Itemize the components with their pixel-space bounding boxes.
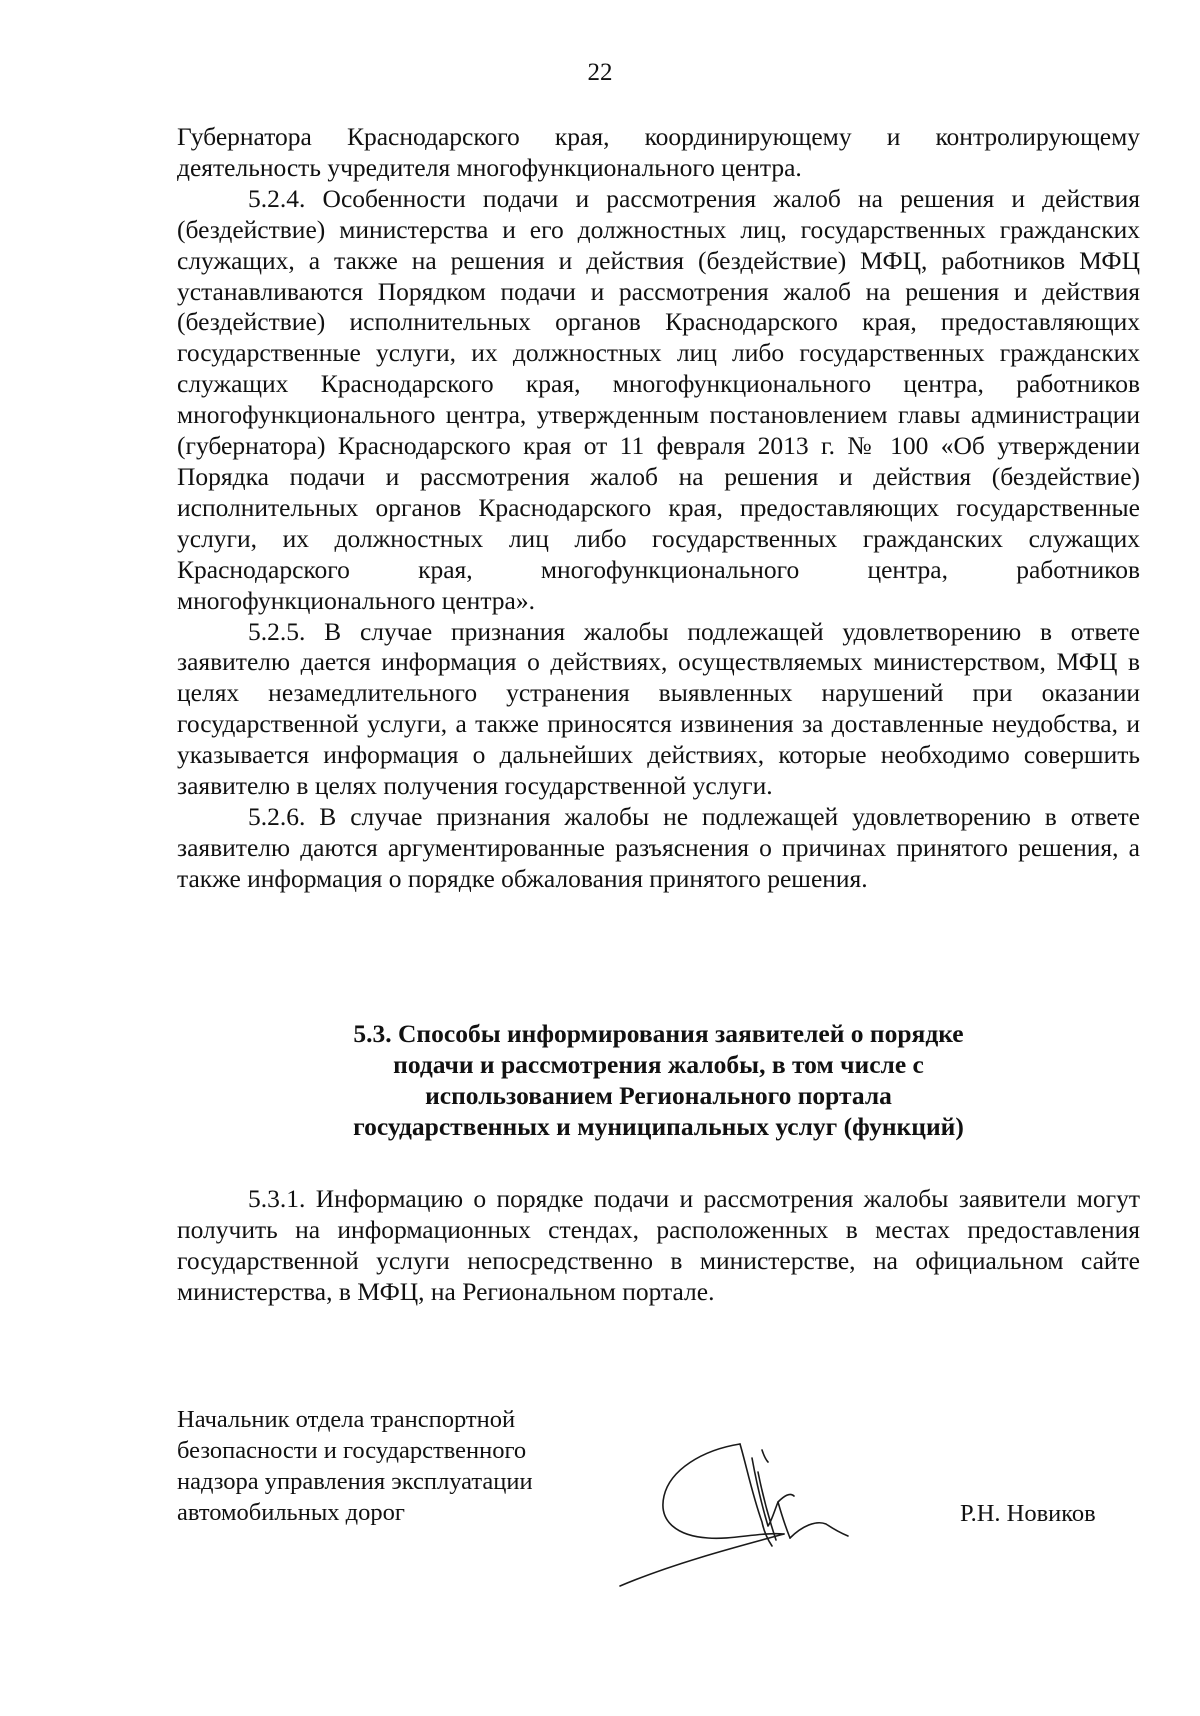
page-number: 22: [587, 59, 613, 86]
signer-position-line: Начальник отдела транспортной: [177, 1406, 516, 1433]
section-heading-5-3: [177, 1018, 1140, 1142]
heading-line: государственных и муниципальных услуг (функций): [353, 1112, 964, 1141]
paragraph-5-2-6: 5.2.6. В случае признания жалобы не подлежащей удовлетворению в ответе заявителю даются аргументированные разъяснения о причинах принятого решения, а также информация о порядке обжалования принятого решения.: [177, 801, 1140, 893]
paragraph-5-3-1: 5.3.1. Информацию о порядке подачи и рассмотрения жалобы заявители могут получить на информационных стендах, расположенных в местах предоставления государственной услуги непосредственно в министерстве, на официальном сайте министерства, в МФЦ, на Региональном портале.: [177, 1184, 1140, 1306]
handwritten-signature: [612, 1436, 912, 1596]
section-body: [177, 1183, 1140, 1307]
signer-position: [177, 1404, 617, 1528]
heading-line: подачи и рассмотрения жалобы, в том числе с: [393, 1050, 924, 1079]
body-text: [177, 122, 1140, 895]
signer-position-line: надзора управления эксплуатации: [177, 1468, 533, 1495]
signer-name: Р.Н. Новиков: [960, 1500, 1096, 1527]
signer-position-line: автомобильных дорог: [177, 1499, 405, 1526]
heading-line: использованием Регионального портала: [425, 1081, 892, 1110]
paragraph-5-2-5: 5.2.5. В случае признания жалобы подлежащей удовлетворению в ответе заявителю дается информация о действиях, осуществляемых министерством, МФЦ в целях незамедлительного устранения выявленных нарушений при оказании государственной услуги, а также приносятся извинения за доставленные неудобства, и указывается информация о дальнейших действиях, которые необходимо совершить заявителю в целях получения государственной услуги.: [177, 616, 1140, 801]
paragraph-5-2-4: 5.2.4. Особенности подачи и рассмотрения жалоб на решения и действия (бездействие) министерства и его должностных лиц, государственных гражданских служащих, а также на решения и действия (бездействие) МФЦ, работников МФЦ устанавливаются Порядком подачи и рассмотрения жалоб на решения и действия (бездействие) исполнительных органов Краснодарского края, предоставляющих государственные услуги, их должностных лиц либо государственных гражданских служащих Краснодарского края, многофункционального центра, работников многофункционального центра, утвержденным постановлением главы администрации (губернатора) Краснодарского края от 11 февраля 2013 г. № 100 «Об утверждении Порядка подачи и рассмотрения жалоб на решения и действия (бездействие) исполнительных органов Краснодарского края, предоставляющих государственные услуги, их должностных лиц либо государственных гражданских служащих Краснодарского края, многофункционального центра, работников многофункционального центра».: [177, 183, 1140, 615]
signer-position-line: безопасности и государственного: [177, 1437, 527, 1464]
paragraph-continuation: Губернатора Краснодарского края, координирующему и контролирующему деятельность учредителя многофункционального центра.: [177, 122, 1140, 182]
heading-line: 5.3. Способы информирования заявителей о порядке: [353, 1019, 964, 1048]
